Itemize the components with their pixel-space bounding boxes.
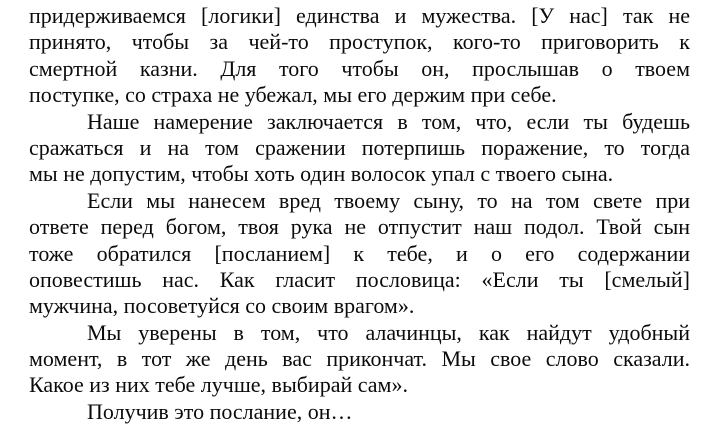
text-line: сражаться и на том сражении потерпишь поражение, то тогда (29, 134, 690, 160)
text-line: тоже обратился [посланием] к тебе, и о его содержании (29, 240, 690, 266)
text-line: Какое из них тебе лучше, выбирай сам». (29, 372, 408, 398)
text-line: мужчина, посоветуйся со своим врагом». (29, 293, 415, 319)
text-line: ответе перед богом, твоя рука не отпустит наш подол. Твой сын (29, 214, 690, 240)
text-line: принято, чтобы за чей-то проступок, кого-то приговорить к (29, 29, 690, 55)
partial-text-line: Получив это послание, он… (87, 398, 353, 424)
text-line: Мы уверены в том, что алачинцы, как найдут удобный (87, 319, 690, 345)
text-line: Если мы нанесем вред твоему сыну, то на том свете при (87, 187, 690, 213)
text-line: Наше намерение заключается в том, что, если ты будешь (87, 108, 690, 134)
text-line: смертной казни. Для того чтобы он, прослышав о твоем (29, 55, 690, 81)
text-line: придерживаемся [логики] единства и мужества. [У нас] так не (29, 3, 690, 28)
text-line: мы не допустим, чтобы хоть один волосок упал с твоего сына. (29, 161, 614, 187)
text-line: оповестишь нас. Как гласит пословица: «Если ты [смелый] (29, 266, 690, 292)
text-line: поступке, со страха не убежал, мы его держим при себе. (29, 82, 557, 108)
text-line: момент, в тот же день вас прикончат. Мы свое слово сказали. (29, 346, 690, 372)
